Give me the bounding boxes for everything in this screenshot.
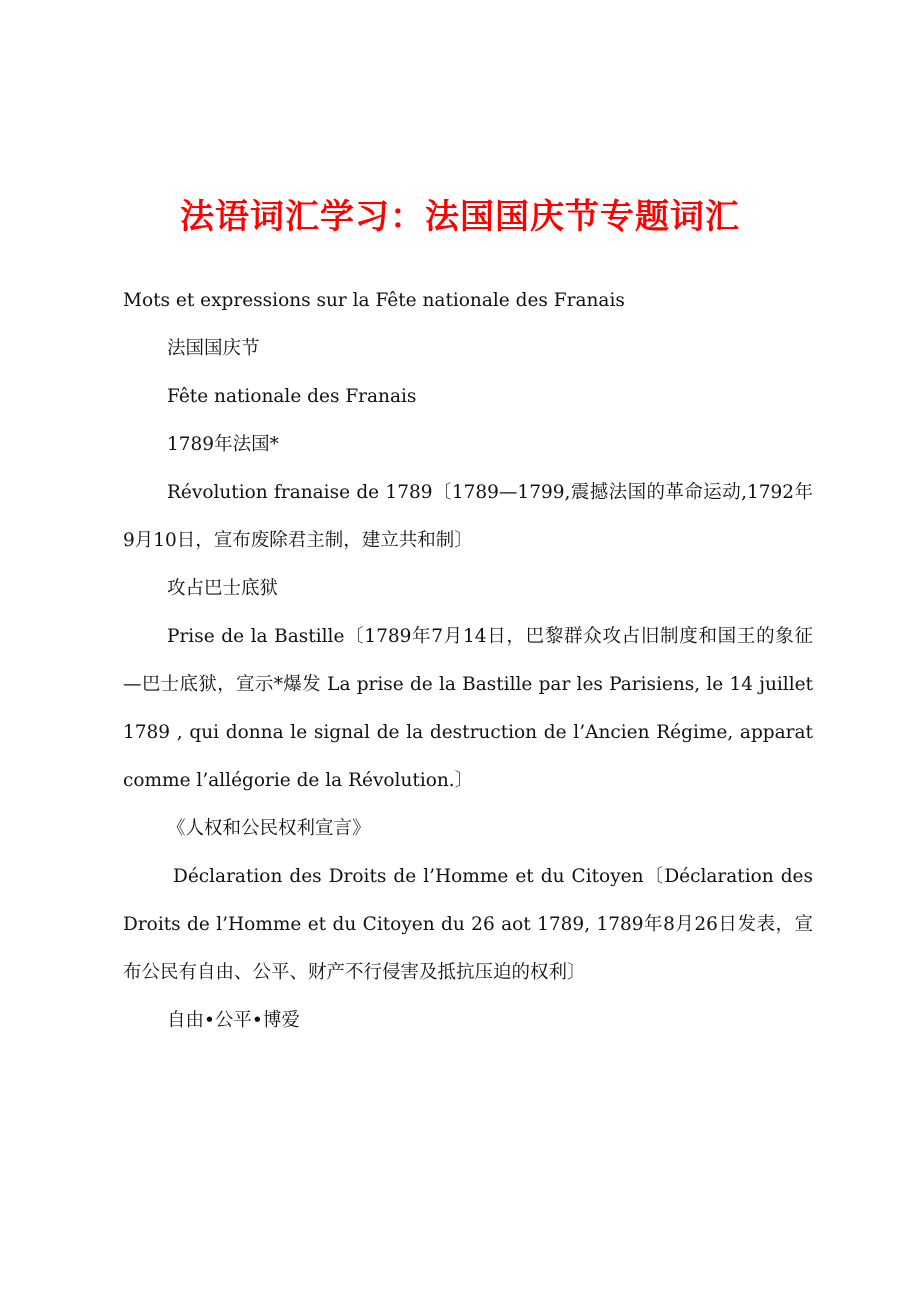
term-declaration-fr: Déclaration des Droits de l’Homme et du Citoyen〔Déclaration des Droits de l’Homme et du Citoyen du 26 aot 1789, 1789年8月26日发表，宣布公民有自由、公平、财产不行侵害及抵抗压迫的权利〕 (123, 866, 813, 983)
term-declaration-zh: 《人权和公民权利宣言》 (167, 818, 371, 839)
document-title: 法语词汇学习：法国国庆节专题词汇 (180, 197, 740, 237)
document-body (123, 277, 813, 1045)
term-revolution-zh: 1789年法国* (167, 434, 279, 455)
term-revolution-fr: Révolution franaise de 1789〔1789—1799,震撼法国的革命运动,1792年9月10日，宣布废除君主制，建立共和制〕 (123, 482, 813, 551)
term-national-day-fr: Fête nationale des Franais (167, 386, 417, 407)
term-bastille-fr: Prise de la Bastille〔1789年7月14日，巴黎群众攻占旧制度和国王的象征—巴士底狱，宣示*爆发 La prise de la Bastille par les Parisiens, le 14 juillet 1789 , qui donna le signal de la destruction de l’Ancien Régime, apparat comme l’allégorie de la Révolution.〕 (123, 626, 813, 791)
term-national-day-zh: 法国国庆节 (167, 338, 260, 359)
term-bastille-zh: 攻占巴士底狱 (167, 578, 279, 599)
term-motto: 自由•公平•博爱 (167, 1010, 300, 1031)
paragraph-intro: Mots et expressions sur la Fête nationale des Franais (123, 290, 625, 311)
